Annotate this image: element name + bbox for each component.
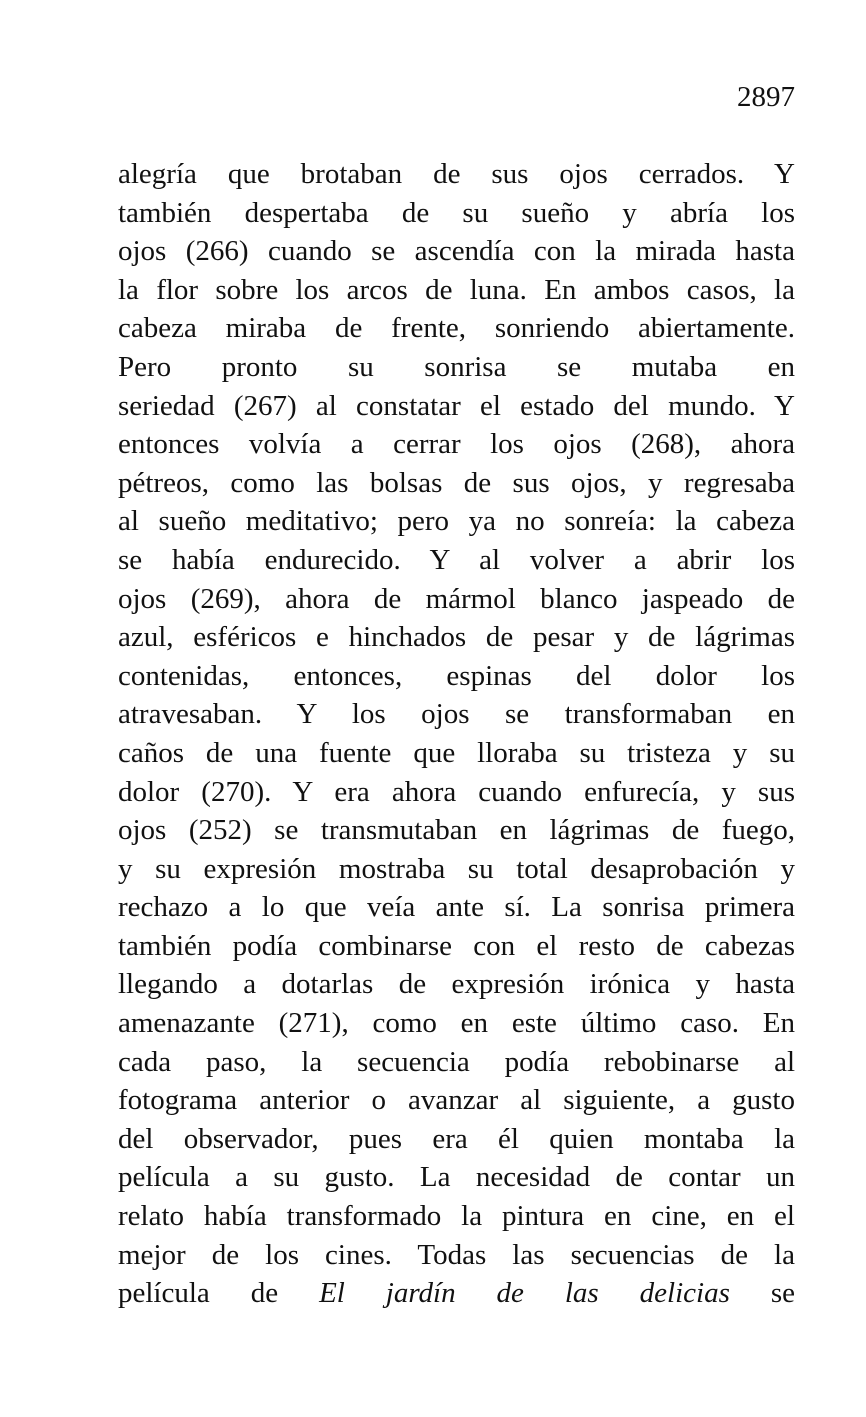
italic-text-segment: El jardín de las delicias bbox=[319, 1277, 730, 1310]
text-line bbox=[118, 232, 795, 271]
text-segment: también podía combinarse con el resto de cabezas bbox=[118, 929, 795, 962]
text-segment: del observador, pues era él quien montaba la bbox=[118, 1122, 795, 1155]
text-line bbox=[118, 502, 795, 541]
text-segment: y su expresión mostraba su total desaprobación y bbox=[118, 852, 795, 885]
text-line bbox=[118, 1197, 795, 1236]
page-number: 2897 bbox=[737, 81, 795, 113]
text-line bbox=[118, 1158, 795, 1197]
text-line bbox=[118, 348, 795, 387]
text-line bbox=[118, 194, 795, 233]
text-line bbox=[118, 387, 795, 426]
text-segment: película a su gusto. La necesidad de contar un bbox=[118, 1161, 795, 1194]
text-segment: ojos (252) se transmutaban en lágrimas de fuego, bbox=[118, 814, 795, 847]
text-line bbox=[118, 965, 795, 1004]
text-line bbox=[118, 580, 795, 619]
text-line bbox=[118, 541, 795, 580]
text-line bbox=[118, 734, 795, 773]
text-line bbox=[118, 309, 795, 348]
text-line bbox=[118, 811, 795, 850]
text-segment: ojos (269), ahora de mármol blanco jaspeado de bbox=[118, 582, 795, 615]
text-segment: azul, esféricos e hinchados de pesar y de lágrimas bbox=[118, 621, 795, 654]
text-segment: se había endurecido. Y al volver a abrir los bbox=[118, 543, 795, 576]
text-line bbox=[118, 1274, 795, 1313]
text-line bbox=[118, 425, 795, 464]
text-line bbox=[118, 927, 795, 966]
text-line bbox=[118, 1004, 795, 1043]
text-segment: película de bbox=[118, 1277, 320, 1310]
text-line bbox=[118, 271, 795, 310]
text-segment: llegando a dotarlas de expresión irónica y hasta bbox=[118, 968, 795, 1001]
text-segment: amenazante (271), como en este último caso. En bbox=[118, 1007, 795, 1040]
text-segment: entonces volvía a cerrar los ojos (268), ahora bbox=[118, 428, 795, 461]
text-segment: caños de una fuente que lloraba su tristeza y su bbox=[118, 736, 795, 769]
body-text bbox=[118, 155, 795, 1313]
text-segment: cada paso, la secuencia podía rebobinarse al bbox=[118, 1045, 795, 1078]
text-segment: pétreos, como las bolsas de sus ojos, y regresaba bbox=[118, 466, 795, 499]
text-segment: cabeza miraba de frente, sonriendo abiertamente. bbox=[118, 312, 795, 345]
text-segment: ojos (266) cuando se ascendía con la mirada hasta bbox=[118, 235, 795, 268]
text-line bbox=[118, 1081, 795, 1120]
text-line bbox=[118, 695, 795, 734]
text-line bbox=[118, 1236, 795, 1275]
text-line bbox=[118, 773, 795, 812]
text-line bbox=[118, 888, 795, 927]
text-segment: dolor (270). Y era ahora cuando enfurecía, y sus bbox=[118, 775, 795, 808]
text-segment: la flor sobre los arcos de luna. En ambos casos, la bbox=[118, 273, 795, 306]
text-line bbox=[118, 155, 795, 194]
text-segment: relato había transformado la pintura en cine, en el bbox=[118, 1200, 795, 1233]
text-segment: rechazo a lo que veía ante sí. La sonrisa primera bbox=[118, 891, 795, 924]
text-segment: también despertaba de su sueño y abría los bbox=[118, 196, 795, 229]
text-segment: seriedad (267) al constatar el estado del mundo. Y bbox=[118, 389, 795, 422]
text-segment: fotograma anterior o avanzar al siguiente, a gusto bbox=[118, 1084, 795, 1117]
text-segment: contenidas, entonces, espinas del dolor los bbox=[118, 659, 795, 692]
text-segment: mejor de los cines. Todas las secuencias de la bbox=[118, 1238, 795, 1271]
text-segment: al sueño meditativo; pero ya no sonreía: la cabeza bbox=[118, 505, 795, 538]
text-line bbox=[118, 1043, 795, 1082]
text-line bbox=[118, 850, 795, 889]
text-line bbox=[118, 657, 795, 696]
text-line bbox=[118, 618, 795, 657]
text-line bbox=[118, 464, 795, 503]
text-segment: alegría que brotaban de sus ojos cerrados. Y bbox=[118, 158, 795, 190]
text-segment: Pero pronto su sonrisa se mutaba en bbox=[118, 350, 795, 383]
text-line bbox=[118, 1120, 795, 1159]
text-segment: atravesaban. Y los ojos se transformaban en bbox=[118, 698, 795, 731]
text-segment: se bbox=[729, 1277, 795, 1310]
